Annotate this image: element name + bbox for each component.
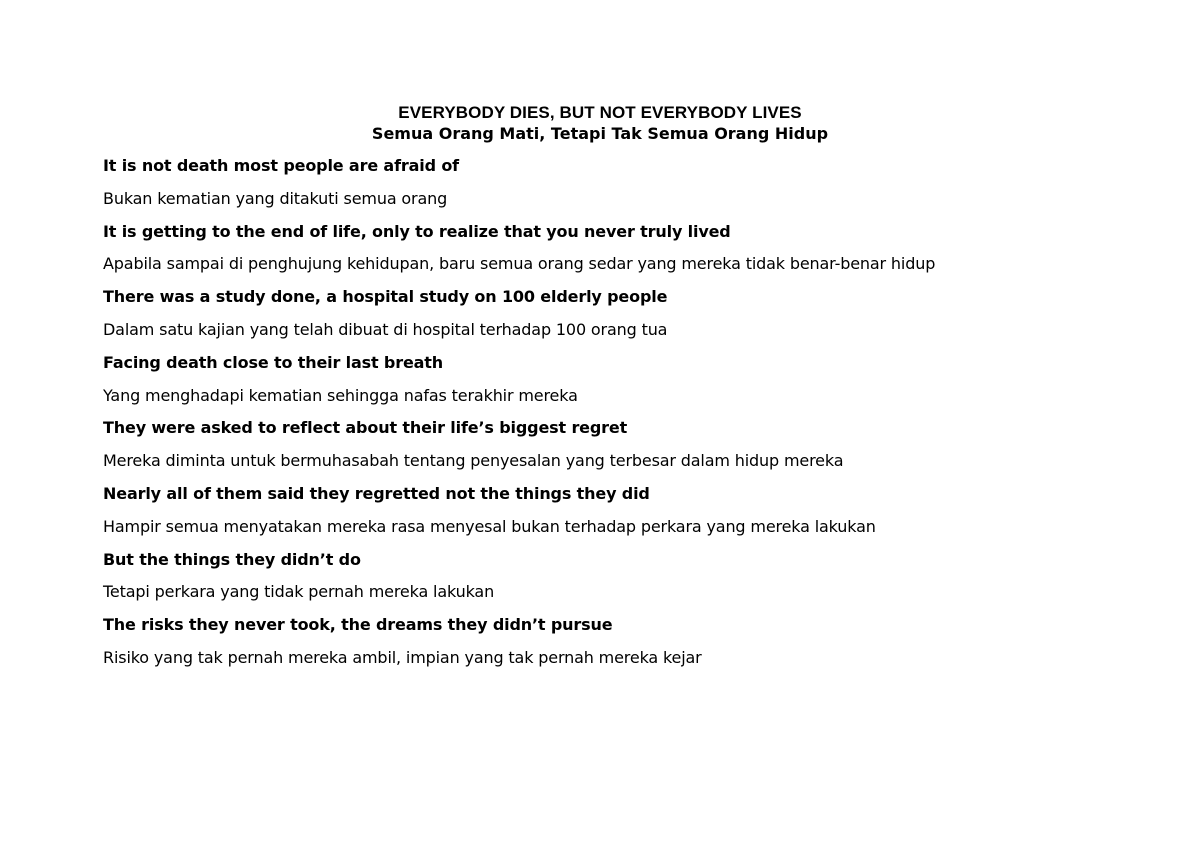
english-line: It is getting to the end of life, only to realize that you never truly lived [103,221,731,241]
document-subtitle: Semua Orang Mati, Tetapi Tak Semua Orang Hidup [371,124,829,143]
english-line: There was a study done, a hospital study on 100 elderly people [103,287,668,307]
malay-line: Risiko yang tak pernah mereka ambil, impian yang tak pernah mereka kejar [103,647,702,667]
document-title: EVERYBODY DIES, BUT NOT EVERYBODY LIVES [398,103,802,122]
malay-line: Dalam satu kajian yang telah dibuat di hospital terhadap 100 orang tua [103,319,668,339]
malay-line: Yang menghadapi kematian sehingga nafas terakhir mereka [103,385,578,405]
english-line: They were asked to reflect about their life’s biggest regret [103,418,628,438]
english-line: But the things they didn’t do [103,549,361,569]
malay-line: Tetapi perkara yang tidak pernah mereka lakukan [103,582,495,602]
english-line: It is not death most people are afraid of [103,156,459,175]
malay-line: Apabila sampai di penghujung kehidupan, baru semua orang sedar yang mereka tidak benar-benar hidup [103,254,936,274]
malay-line: Mereka diminta untuk bermuhasabah tentang penyesalan yang terbesar dalam hidup mereka [103,451,844,471]
english-line: Nearly all of them said they regretted not the things they did [103,483,650,503]
english-line: Facing death close to their last breath [103,352,444,372]
malay-line: Hampir semua menyatakan mereka rasa menyesal bukan terhadap perkara yang mereka lakukan [103,516,876,536]
english-line: The risks they never took, the dreams they didn’t pursue [103,615,613,635]
translation-lines [103,155,1163,680]
malay-line: Bukan kematian yang ditakuti semua orang [103,188,448,208]
